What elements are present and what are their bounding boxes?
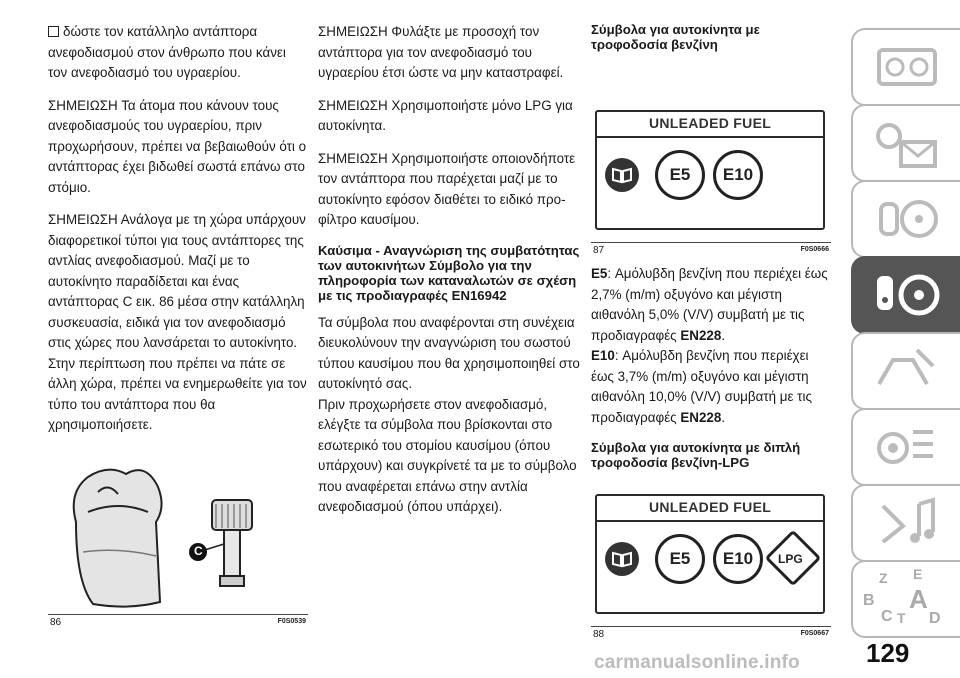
- section-heading: Σύμβολα για αυτοκίνητα με διπλή τροφοδοσία βενζίνη-LPG: [591, 440, 801, 470]
- column-1: [48, 22, 308, 448]
- paragraph: Πριν προχωρήσετε στον ανεφοδιασμό, ελέγξτε τα σύμβολα που βρίσκονται στο εσωτερικό του στομίου καυσίμου (όπου υπάρχουν) και συγκρίνετέ τα με το σύμβολο που αναφέρεται επάνω στην αντλία ανεφοδιασμού (όπου υπάρχει).: [318, 396, 577, 514]
- paragraph: ΣΗΜΕΙΩΣΗ Χρησιμοποιήστε οποιονδήποτε τον αντάπτορα που παρέχεται μαζί με το αυτοκίνητο εφόσον διαθέτει το ειδικό προ-φίλτρο καυσίμου.: [318, 150, 576, 227]
- adapter-pouch: [74, 470, 162, 607]
- index-letter: E: [913, 566, 923, 582]
- manual-book-icon: [605, 158, 639, 192]
- section-heading: Σύμβολα για αυτοκίνητα με τροφοδοσία βενζίνη: [591, 22, 760, 52]
- paragraph: Τα σύμβολα που αναφέρονται στη συνέχεια διευκολύνουν την αναγνώριση του σωστού τύπου καυσίμου που θα χρησιμοποιηθεί στο αυτοκίνητό σας.: [318, 314, 580, 391]
- checkbox-icon: [48, 26, 59, 37]
- maintenance-icon: [853, 334, 953, 408]
- e10-description: E10: Αμόλυβδη βενζίνη που περιέχει έως 3,7% (m/m) οξυγόνο και μέγιστη αιθανόλη 10,0% (V/V) συμβατή με τις προδιαγραφές EN228.: [591, 348, 812, 425]
- page-number: 129: [866, 638, 910, 668]
- e10-symbol: E10: [713, 150, 763, 200]
- fuel-label: [595, 110, 825, 230]
- manual-book-icon: [605, 542, 639, 576]
- paragraph: δώστε τον κατάλληλο αντάπτορα ανεφοδιασμού στον άνθρωπο που κάνει τον ανεφοδιασμό του υγραερίου.: [48, 24, 286, 80]
- section-heading: Καύσιμα - Αναγνώριση της συμβατότητας των αυτοκινήτων Σύμβολο για την πληροφορία των καταναλωτών σε σχέση με τις προδιαγραφές EN16942: [318, 242, 580, 303]
- fuel-label-title: UNLEADED FUEL: [648, 499, 772, 515]
- tab-emergency[interactable]: [851, 256, 960, 334]
- figure-number: 86: [50, 617, 62, 628]
- paragraph: ΣΗΜΕΙΩΣΗ Χρησιμοποιήστε μόνο LPG για αυτοκίνητα.: [318, 97, 573, 133]
- figure-code: F0S0666: [800, 246, 829, 253]
- lpg-label: LPG: [778, 552, 803, 566]
- key-steering-icon: [853, 182, 953, 256]
- index-letter: T: [897, 610, 906, 626]
- index-letter: B: [863, 592, 875, 609]
- callout-label: C: [194, 544, 203, 558]
- figure-code: F0S0667: [800, 630, 829, 637]
- tab-index[interactable]: [851, 560, 960, 638]
- figure-code: F0S0539: [277, 618, 306, 625]
- column-3: [591, 22, 831, 62]
- e5-description: E5: Αμόλυβδη βενζίνη που περιέχει έως 2,7% (m/m) οξυγόνο και μέγιστη αιθανόλη 5,0% (V/V) συμβατή με τις προδιαγραφές EN228.: [591, 266, 828, 343]
- index-letter: A: [909, 584, 928, 614]
- figure-88: [591, 494, 831, 640]
- column-2: [318, 22, 580, 530]
- tab-dashboard[interactable]: [851, 28, 960, 106]
- paragraph: ΣΗΜΕΙΩΣΗ Τα άτομα που κάνουν τους ανεφοδιασμούς του υγραερίου, πριν προχωρήσουν, πρέπει να βεβαιωθούν ότι ο αντάπτορας έχει βιδωθεί σωστά επάνω στο στόμιο.: [48, 97, 307, 195]
- figure-number: 87: [593, 245, 605, 256]
- e10-symbol: E10: [713, 534, 763, 584]
- index-letter: C: [881, 608, 893, 625]
- lpg-adapter-illustration: [48, 452, 308, 612]
- technical-data-icon: [853, 410, 953, 484]
- figure-87: [591, 110, 831, 256]
- paragraph: ΣΗΜΕΙΩΣΗ Φυλάξτε με προσοχή τον αντάπτορα για τον ανεφοδιασμό του υγραερίου έτσι ώστε να μην καταστραφεί.: [318, 24, 564, 80]
- emergency-icon: [853, 258, 953, 332]
- tab-technical-data[interactable]: [851, 408, 960, 486]
- e5-symbol: E5: [655, 534, 705, 584]
- figure-caption: [591, 626, 831, 640]
- divider: [597, 520, 823, 522]
- divider: [597, 136, 823, 138]
- multimedia-icon: [853, 486, 953, 560]
- tab-multimedia[interactable]: [851, 484, 960, 562]
- index-letter: D: [929, 610, 941, 627]
- fuel-label: [595, 494, 825, 614]
- index-letter: Z: [879, 570, 888, 586]
- tab-warning-lights[interactable]: [851, 104, 960, 182]
- figure-number: 88: [593, 629, 605, 640]
- figure-caption: [591, 242, 831, 256]
- column-3-lower: [591, 264, 831, 480]
- e5-symbol: E5: [655, 150, 705, 200]
- watermark: carmanualsonline.info: [594, 652, 800, 673]
- tab-starting-driving[interactable]: [851, 180, 960, 258]
- paragraph: ΣΗΜΕΙΩΣΗ Ανάλογα με τη χώρα υπάρχουν διαφορετικοί τύποι για τους αντάπτορες της αντλίας ανεφοδιασμού. Μαζί με το αυτοκίνητο παραδίδεται και ένας αντάπτορας C εικ. 86 μέσα στην κατάλληλη συσκευασία, ειδικά για τον ανεφοδιασμό στις χώρες που λανσάρεται το αυτοκίνητο. Στην περίπτωση που πρέπει να πάτε σε άλλη χώρα, πρέπει να ενημερωθείτε για τον τύπο του αντάπτορα που θα χρησιμοποιήσετε.: [48, 212, 307, 432]
- tab-maintenance[interactable]: [851, 332, 960, 410]
- fuel-label-title: UNLEADED FUEL: [648, 115, 772, 131]
- dashboard-icon: [853, 30, 953, 104]
- figure-86: [48, 452, 308, 628]
- warning-lights-icon: [853, 106, 953, 180]
- figure-caption: [48, 614, 308, 628]
